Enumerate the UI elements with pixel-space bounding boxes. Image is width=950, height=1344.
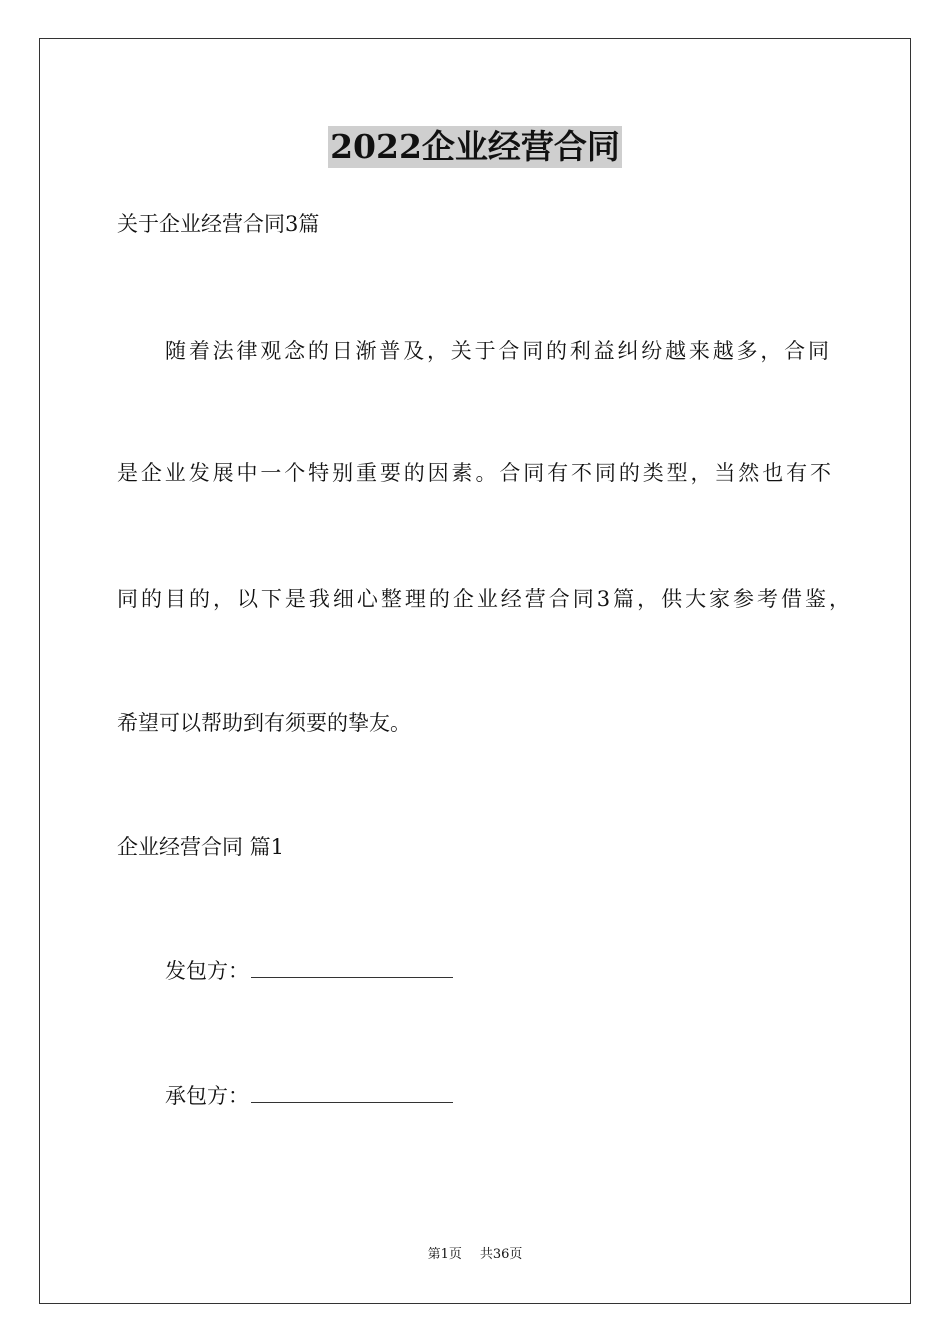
field-employer-blank[interactable]: [251, 957, 453, 978]
section-heading: 企业经营合同 篇1: [117, 835, 285, 859]
intro-line-3: 同的目的，以下是我细心整理的企业经营合同3篇，供大家参考借鉴，: [117, 587, 850, 611]
field-contractor: [165, 1082, 453, 1110]
document-subtitle: 关于企业经营合同3篇: [117, 212, 320, 236]
field-contractor-blank[interactable]: [251, 1082, 453, 1103]
field-contractor-label: 承包方：: [165, 1084, 249, 1108]
field-employer-label: 发包方：: [165, 959, 249, 983]
intro-line-4: 希望可以帮助到有须要的挚友。: [117, 711, 411, 735]
page-number: 第1页: [427, 1247, 462, 1262]
page-footer: [0, 1246, 950, 1264]
page-total: 共36页: [479, 1247, 523, 1262]
document-title: 2022企业经营合同: [330, 127, 620, 166]
title-container: [0, 126, 950, 168]
field-employer: [165, 957, 453, 985]
intro-line-2: 是企业发展中一个特别重要的因素。合同有不同的类型，当然也有不: [117, 461, 831, 485]
intro-line-1: 随着法律观念的日渐普及，关于合同的利益纠纷越来越多，合同: [165, 339, 829, 363]
